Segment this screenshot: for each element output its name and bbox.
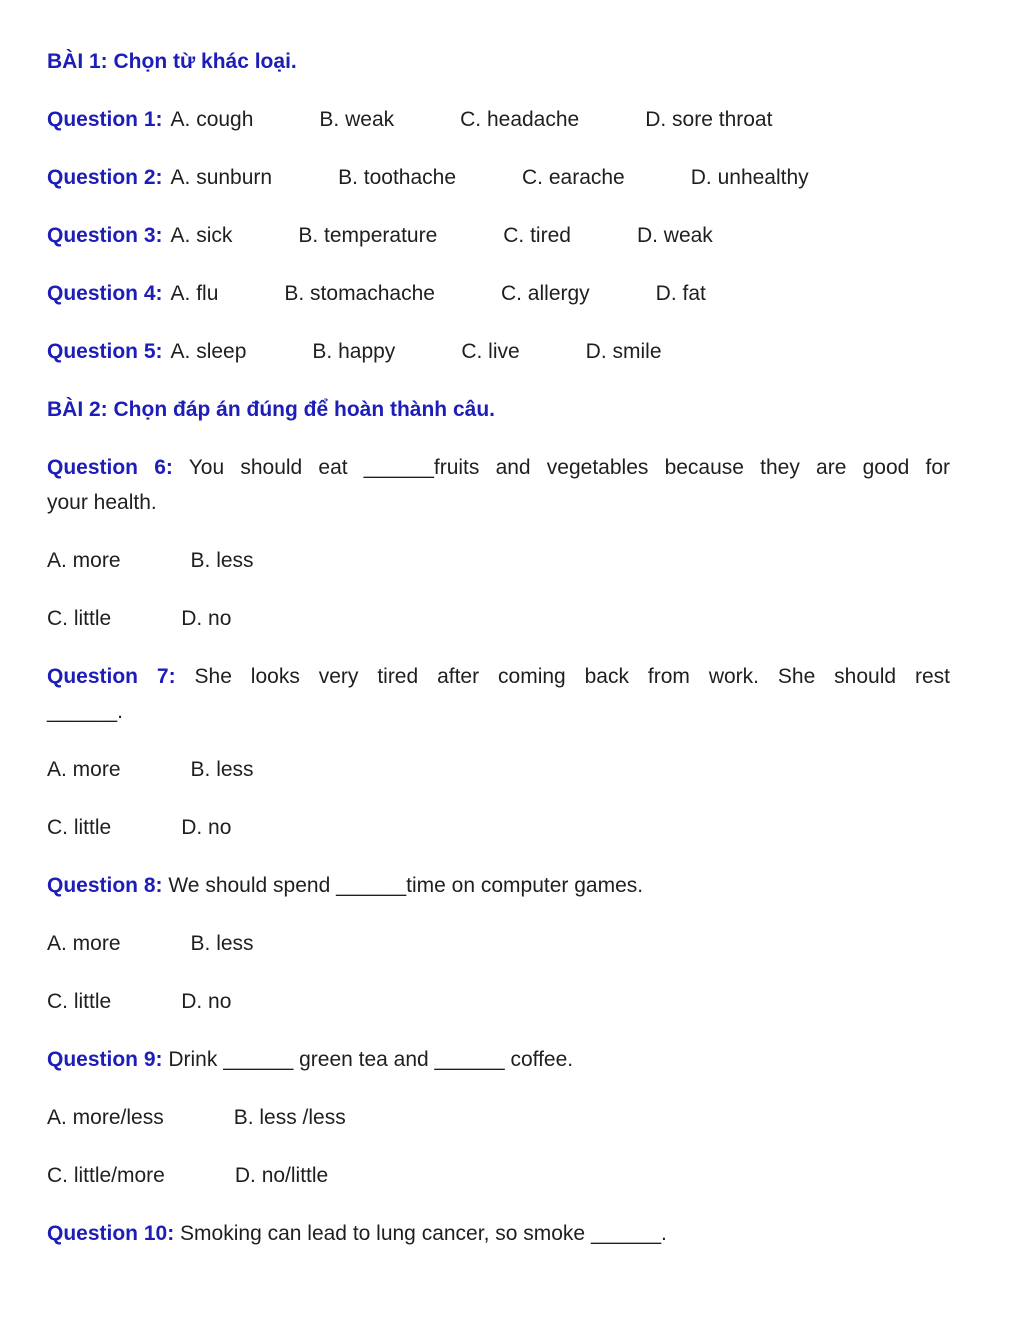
question-5-option-d: D. smile [585, 340, 662, 363]
question-4-option-a: A. flu [170, 282, 219, 305]
question-9-option-a: A. more/less [47, 1106, 164, 1129]
question-10-line-1 [47, 1216, 950, 1251]
question-2-option-a: A. sunburn [170, 166, 273, 189]
question-7-label: Question 7: [47, 665, 176, 688]
question-10-label: Question 10: [47, 1222, 175, 1245]
question-4-option-d: D. fat [655, 282, 706, 305]
question-row-3 [47, 218, 950, 253]
question-8-options-ab [47, 926, 950, 961]
question-7-line-2: ______. [47, 700, 123, 723]
question-5-option-a: A. sleep [170, 340, 247, 363]
question-4-label: Question 4: [47, 282, 163, 305]
question-1-option-a: A. cough [170, 108, 254, 131]
question-7-option-d: D. no [181, 816, 232, 839]
question-row-4 [47, 276, 950, 311]
question-10-paragraph [47, 1216, 950, 1251]
question-8-line-1 [47, 868, 950, 903]
question-9-option-d: D. no/little [234, 1164, 329, 1187]
question-9-paragraph [47, 1042, 950, 1077]
question-3-option-d: D. weak [636, 224, 713, 247]
question-3-option-c: C. tired [503, 224, 571, 247]
question-6-option-d: D. no [181, 607, 232, 630]
question-6-option-b: B. less [190, 549, 254, 572]
question-7-options-cd [47, 810, 950, 845]
question-2-label: Question 2: [47, 166, 163, 189]
question-2-option-d: D. unhealthy [690, 166, 809, 189]
question-5-option-c: C. live [461, 340, 520, 363]
question-9-text: Drink ______ green tea and ______ coffee. [168, 1048, 574, 1071]
question-6-line-2: your health. [47, 491, 157, 514]
question-9-option-c: C. little/more [47, 1164, 165, 1187]
question-9-options-ab [47, 1100, 950, 1135]
question-8-text: We should spend ______time on computer games. [168, 874, 644, 897]
question-6-options-ab [47, 543, 950, 578]
question-5-label: Question 5: [47, 340, 163, 363]
question-6-paragraph [47, 450, 950, 520]
question-1-option-d: D. sore throat [645, 108, 773, 131]
question-4-option-b: B. stomachache [284, 282, 435, 305]
question-6-label: Question 6: [47, 456, 173, 479]
question-6-text: You should eat ______fruits and vegetables because they are good for [188, 456, 951, 479]
question-2-option-c: C. earache [522, 166, 625, 189]
question-9-label: Question 9: [47, 1048, 163, 1071]
question-9-option-b: B. less /less [233, 1106, 346, 1129]
section-2-heading: BÀI 2: Chọn đáp án đúng để hoàn thành câu. [47, 398, 495, 421]
question-6-line-1 [47, 450, 950, 485]
question-7-line-1 [47, 659, 950, 694]
question-6-option-c: C. little [47, 607, 112, 630]
question-9-options-cd [47, 1158, 950, 1193]
question-6-option-a: A. more [47, 549, 121, 572]
question-row-5 [47, 334, 950, 369]
question-8-option-a: A. more [47, 932, 121, 955]
question-4-option-c: C. allergy [500, 282, 590, 305]
section-1-heading: BÀI 1: Chọn từ khác loại. [47, 50, 297, 73]
question-1-option-b: B. weak [319, 108, 395, 131]
question-9-line-1 [47, 1042, 950, 1077]
question-3-option-b: B. temperature [298, 224, 438, 247]
question-5-option-b: B. happy [312, 340, 396, 363]
question-row-1 [47, 102, 950, 137]
question-7-text: She looks very tired after coming back from work. She should rest [194, 665, 950, 688]
question-7-options-ab [47, 752, 950, 787]
question-3-label: Question 3: [47, 224, 163, 247]
question-8-paragraph [47, 868, 950, 903]
question-row-2 [47, 160, 950, 195]
question-3-option-a: A. sick [170, 224, 233, 247]
question-7-option-a: A. more [47, 758, 121, 781]
question-1-label: Question 1: [47, 108, 163, 131]
question-7-option-b: B. less [190, 758, 254, 781]
question-7-paragraph [47, 659, 950, 729]
question-8-option-c: C. little [47, 990, 112, 1013]
question-10-text: Smoking can lead to lung cancer, so smoke ______. [180, 1222, 667, 1245]
question-8-option-d: D. no [181, 990, 232, 1013]
question-2-option-b: B. toothache [338, 166, 457, 189]
question-8-option-b: B. less [190, 932, 254, 955]
question-8-label: Question 8: [47, 874, 163, 897]
question-6-options-cd [47, 601, 950, 636]
question-1-option-c: C. headache [460, 108, 580, 131]
question-7-option-c: C. little [47, 816, 112, 839]
question-8-options-cd [47, 984, 950, 1019]
